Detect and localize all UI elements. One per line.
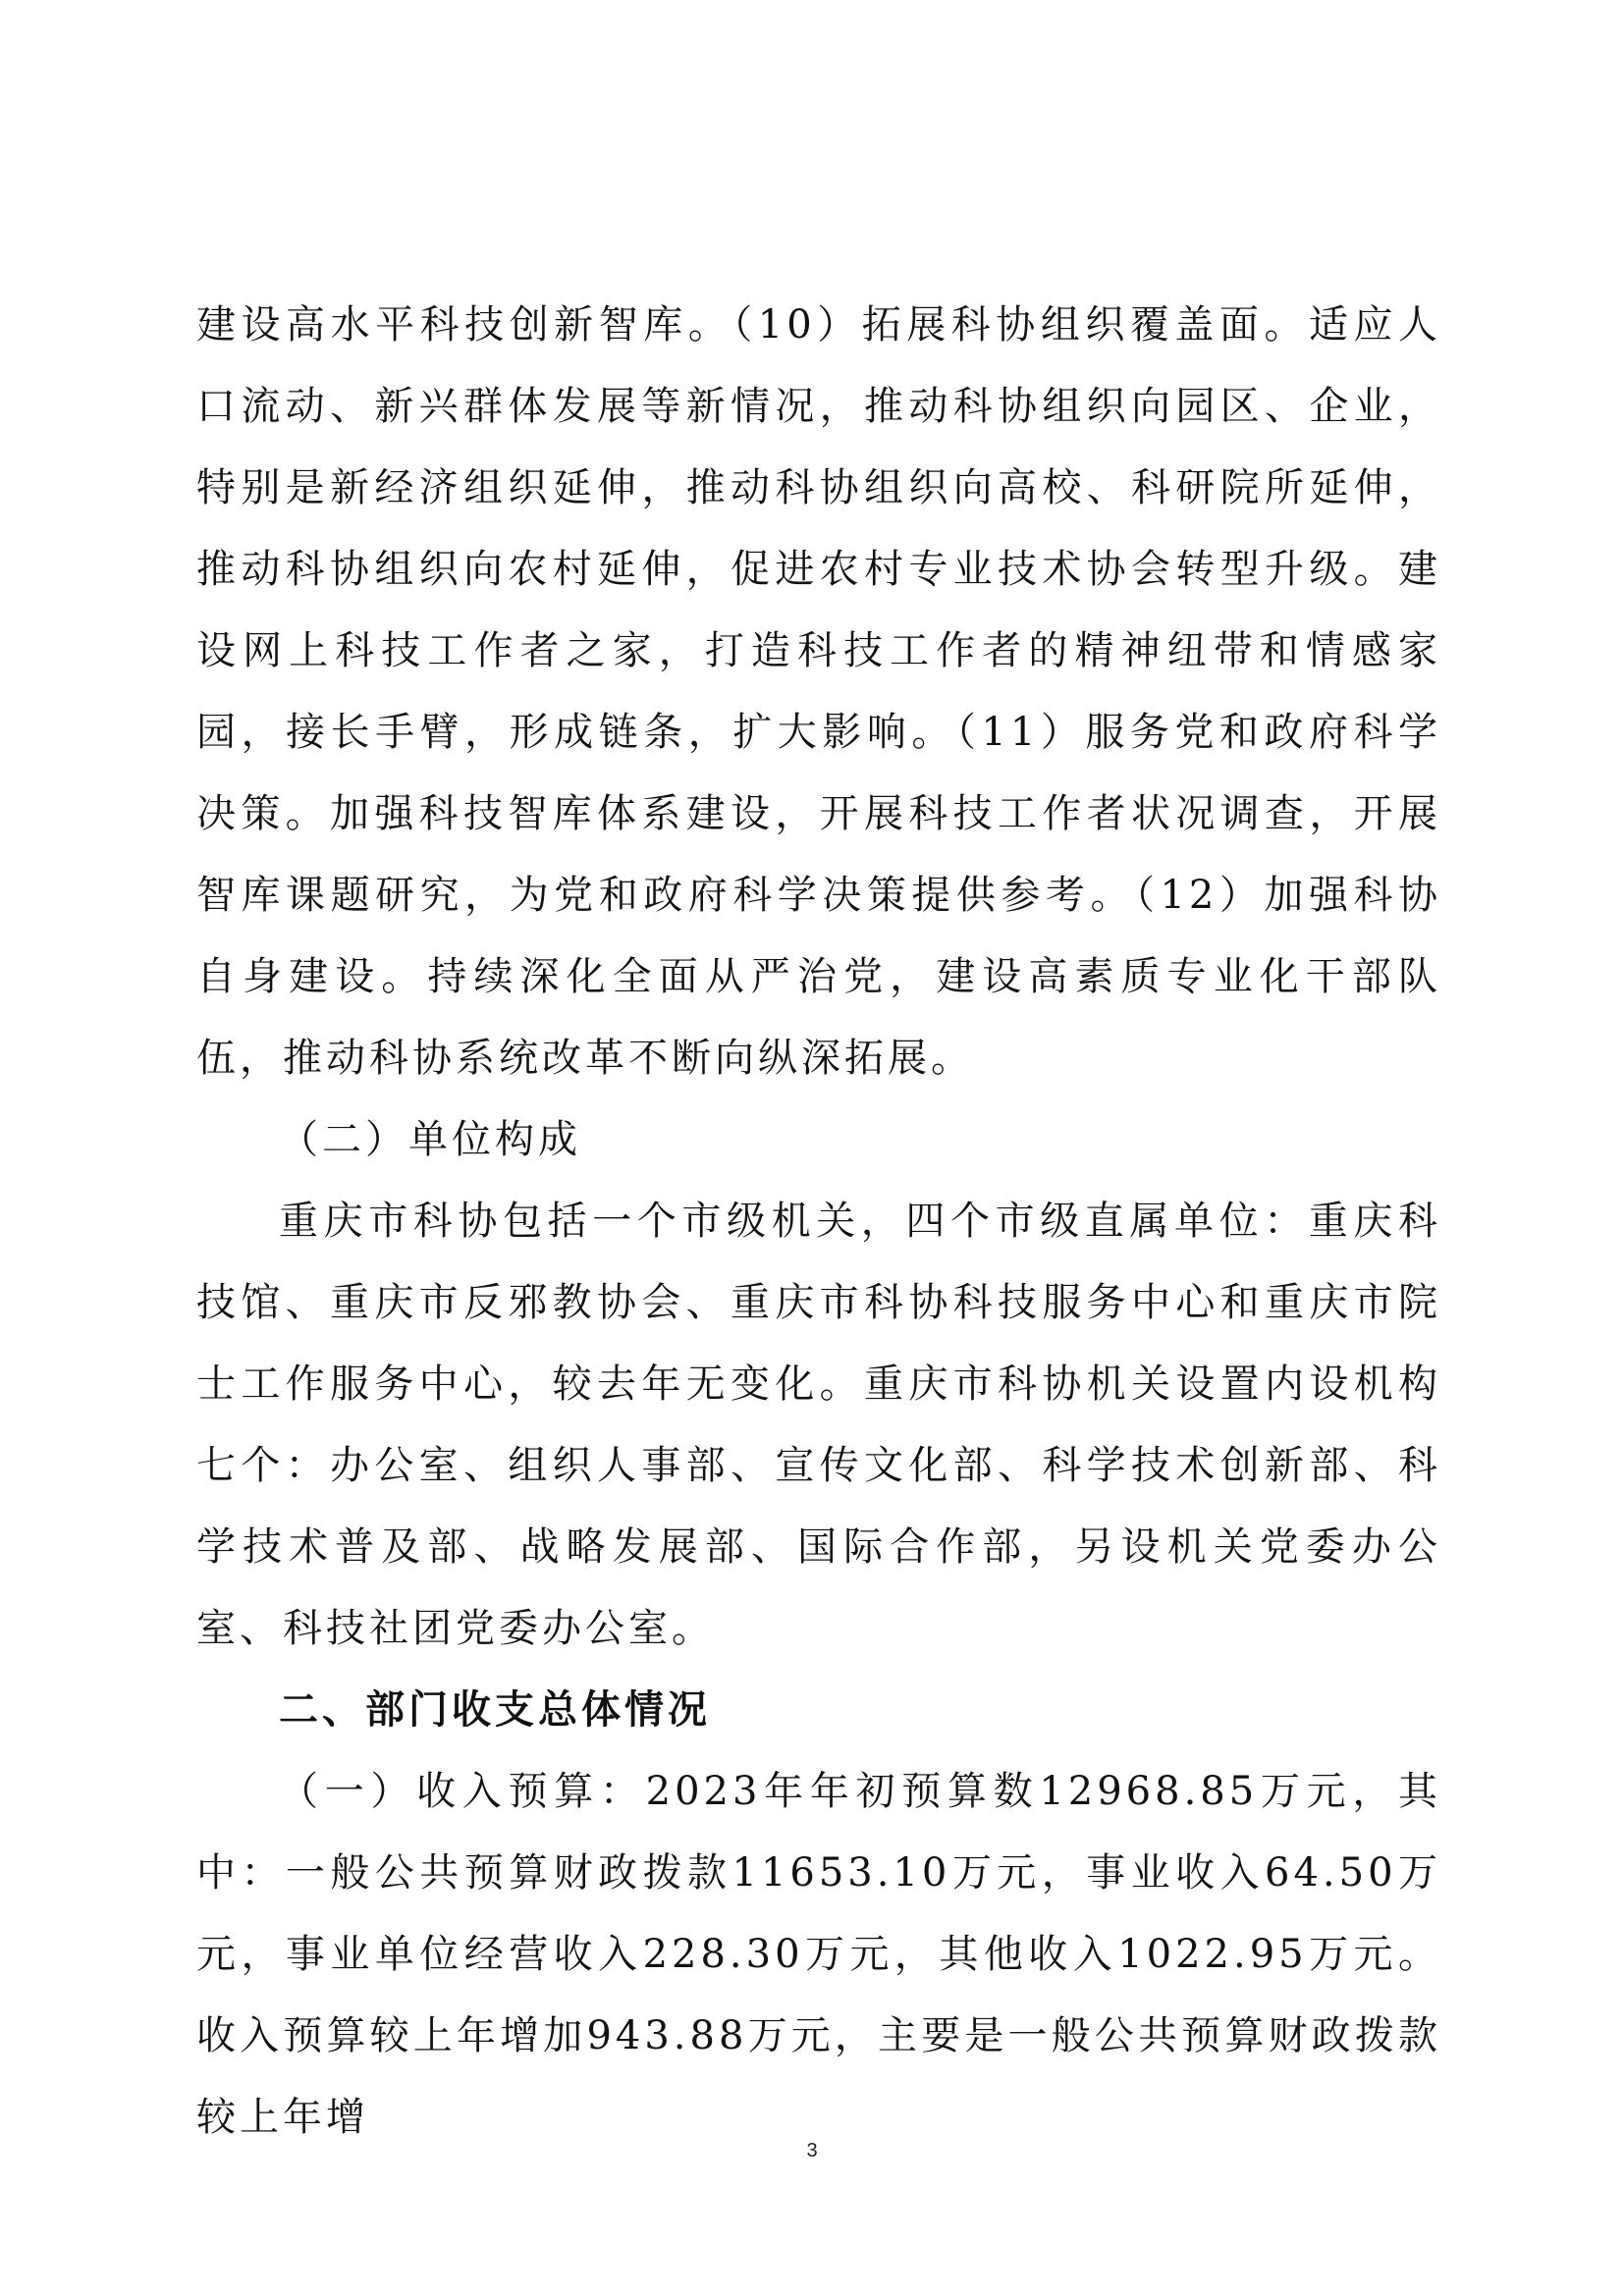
document-body xyxy=(196,285,1441,2159)
paragraph-continuation: 建设高水平科技创新智库。（10）拓展科协组织覆盖面。适应人口流动、新兴群体发展等新情况，推动科协组织向园区、企业，特别是新经济组织延伸，推动科协组织向高校、科研院所延伸，推动科协组织向农村延伸，促进农村专业技术协会转型升级。建设网上科技工作者之家，打造科技工作者的精神纽带和情感家园，接长手臂，形成链条，扩大影响。（11）服务党和政府科学决策。加强科技智库体系建设，开展科技工作者状况调查，开展智库课题研究，为党和政府科学决策提供参考。（12）加强科协自身建设。持续深化全面从严治党，建设高素质专业化干部队伍，推动科协系统改革不断向纵深拓展。 xyxy=(196,302,1441,1081)
subheading-unit-composition: （二）单位构成 xyxy=(279,1117,581,1162)
paragraph-unit-composition: 重庆市科协包括一个市级机关，四个市级直属单位：重庆科技馆、重庆市反邪教协会、重庆市科协科技服务中心和重庆市院士工作服务中心，较去年无变化。重庆市科协机关设置内设机构七个：办公室、组织人事部、宣传文化部、科学技术创新部、科学技术普及部、战略发展部、国际合作部，另设机关党委办公室、科技社团党委办公室。 xyxy=(196,1199,1441,1651)
page-number: 3 xyxy=(806,2140,818,2162)
paragraph-income-budget: （一）收入预算：2023年年初预算数12968.85万元，其中：一般公共预算财政拨款11653.10万元，事业收入64.50万元，事业单位经营收入228.30万元，其他收入1022.95万元。收入预算较上年增加943.88万元，主要是一般公共预算财政拨款较上年增 xyxy=(196,1769,1441,2140)
section-heading-income-expense: 二、部门收支总体情况 xyxy=(279,1687,711,1733)
